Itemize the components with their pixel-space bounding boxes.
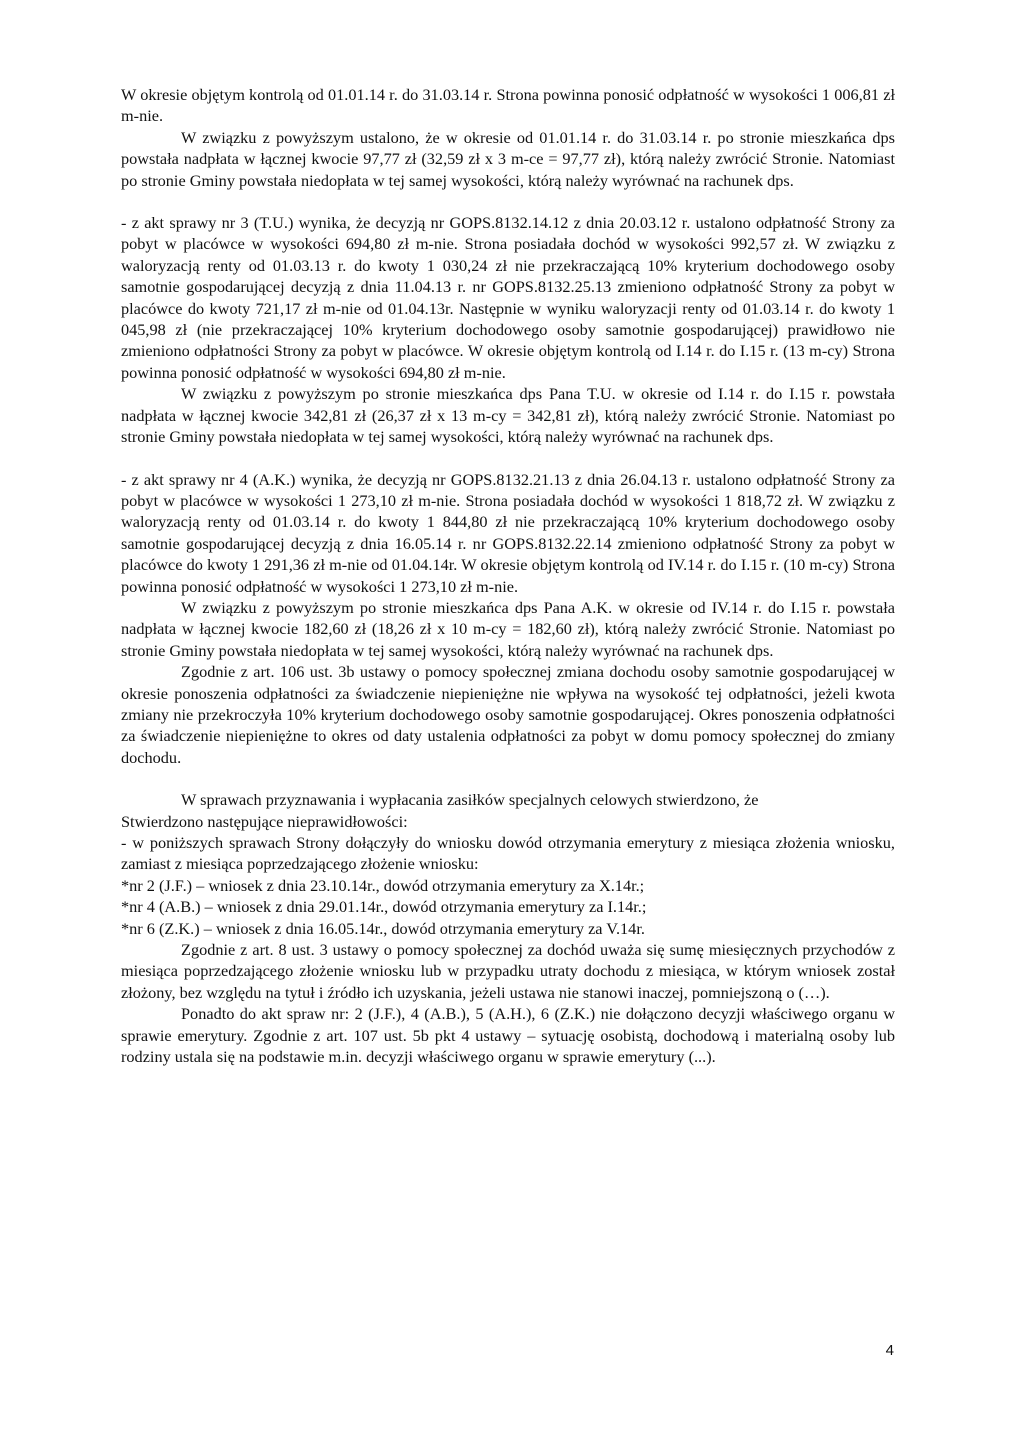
document-body xyxy=(121,84,895,1067)
paragraph-7: Zgodnie z art. 106 ust. 3b ustawy o pomocy społecznej zmiana dochodu osoby samotnie gospodarującej w okresie ponoszenia odpłatności za świadczenie niepieniężne nie wpływa na wysokość tej odpłatności, jeżeli kwota zmiany nie przekroczyła 10% kryterium dochodowego osoby samotnie gospodarującej. Okres ponoszenia odpłatności za świadczenie niepieniężne to okres od daty ustalenia odpłatności za pobyt w domu pomocy społecznej do zmiany dochodu. xyxy=(121,662,895,767)
paragraph-1: W okresie objętym kontrolą od 01.01.14 r. do 31.03.14 r. Strona powinna ponosić odpłatność w wysokości 1 006,81 zł m-nie. xyxy=(121,85,895,126)
list-item-2: *nr 4 (A.B.) – wniosek z dnia 29.01.14r., dowód otrzymania emerytury za I.14r.; xyxy=(121,897,647,917)
paragraph-8: W sprawach przyznawania i wypłacania zasiłków specjalnych celowych stwierdzono, że xyxy=(181,790,759,810)
paragraph-10: - w poniższych sprawach Strony dołączyły do wniosku dowód otrzymania emerytury z miesiąca złożenia wniosku, zamiast z miesiąca poprzedzającego złożenie wniosku: xyxy=(121,833,895,874)
paragraph-2: W związku z powyższym ustalono, że w okresie od 01.01.14 r. do 31.03.14 r. po stronie mieszkańca dps powstała nadpłata w łącznej kwocie 97,77 zł (32,59 zł x 3 m-ce = 97,77 zł), którą należy zwrócić Stronie. Natomiast po stronie Gminy powstała niedopłata w tej samej wysokości, którą należy wyrównać na rachunek dps. xyxy=(121,127,895,190)
paragraph-6: W związku z powyższym po stronie mieszkańca dps Pana A.K. w okresie od IV.14 r. do I.15 r. powstała nadpłata w łącznej kwocie 182,60 zł (18,26 zł x 10 m-cy = 182,60 zł), którą należy zwrócić Stronie. Natomiast po stronie Gminy powstała niedopłata w tej samej wysokości, którą należy wyrównać na rachunek dps. xyxy=(121,597,895,660)
list-item-1: *nr 2 (J.F.) – wniosek z dnia 23.10.14r., dowód otrzymania emerytury za X.14r.; xyxy=(121,875,645,895)
paragraph-9: Stwierdzono następujące nieprawidłowości: xyxy=(121,811,408,831)
paragraph-11: Zgodnie z art. 8 ust. 3 ustawy o pomocy społecznej za dochód uważa się sumę miesięcznych przychodów z miesiąca poprzedzającego złożenie wniosku lub w przypadku utraty dochodu z miesiąca, w którym wniosek został złożony, bez względu na tytuł i źródło ich uzyskania, jeżeli ustawa nie stanowi inaczej, pomniejszoną o (…). xyxy=(121,940,895,1002)
paragraph-4: W związku z powyższym po stronie mieszkańca dps Pana T.U. w okresie od I.14 r. do I.15 r. powstała nadpłata w łącznej kwocie 342,81 zł (26,37 zł x 13 m-cy = 342,81 zł), którą należy zwrócić Stronie. Natomiast po stronie Gminy powstała niedopłata w tej samej wysokości, którą należy wyrównać na rachunek dps. xyxy=(121,384,895,447)
spacer xyxy=(121,191,895,212)
list-item-3: *nr 6 (Z.K.) – wniosek z dnia 16.05.14r., dowód otrzymania emerytury za V.14r. xyxy=(121,918,645,938)
page-number: 4 xyxy=(885,1342,894,1359)
spacer xyxy=(121,768,895,789)
spacer xyxy=(121,448,895,469)
paragraph-5: - z akt sprawy nr 4 (A.K.) wynika, że decyzją nr GOPS.8132.21.13 z dnia 26.04.13 r. ustalono odpłatność Strony za pobyt w placówce w wysokości 1 273,10 zł m-nie. Strona posiadała dochód w wysokości 1 818,72 zł. W związku z waloryzacją renty od 01.03.14 r. do kwoty 1 844,80 zł nie przekraczającą 10% kryterium dochodowego osoby samotnie gospodarującej decyzją z dnia 16.05.14 r. nr GOPS.8132.22.14 zmieniono odpłatność Strony za pobyt w placówce do kwoty 1 291,36 zł m-nie od 01.04.14r. W okresie objętym kontrolą od IV.14 r. do I.15 r. (10 m-cy) Strona powinna ponosić odpłatność w wysokości 1 273,10 zł m-nie. xyxy=(121,469,895,596)
paragraph-12: Ponadto do akt spraw nr: 2 (J.F.), 4 (A.B.), 5 (A.H.), 6 (Z.K.) nie dołączono decyzji właściwego organu w sprawie emerytury. Zgodnie z art. 107 ust. 5b pkt 4 ustawy – sytuację osobistą, dochodową i materialną osoby lub rodziny ustala się na podstawie m.in. decyzji właściwego organu w sprawie emerytury (...). xyxy=(121,1004,895,1067)
paragraph-3: - z akt sprawy nr 3 (T.U.) wynika, że decyzją nr GOPS.8132.14.12 z dnia 20.03.12 r. ustalono odpłatność Strony za pobyt w placówce w wysokości 694,80 zł m-nie. Strona posiadała dochód w wysokości 992,57 zł. W związku z waloryzacją renty od 01.03.13 r. do kwoty 1 030,24 zł nie przekraczającą 10% kryterium dochodowego osoby samotnie gospodarującej decyzją z dnia 11.04.13 r. nr GOPS.8132.25.13 zmieniono odpłatność Strony za pobyt w placówce do kwoty 721,17 zł m-nie od 01.04.13r. Następnie w wyniku waloryzacji renty od 01.03.14 r. do kwoty 1 045,98 zł (nie przekraczającej 10% kryterium dochodowego osoby samotnie gospodarującej) prawidłowo nie zmieniono odpłatności Strony za pobyt w placówce. W okresie objętym kontrolą od I.14 r. do I.15 r. (13 m-cy) Strona powinna ponosić odpłatność w wysokości 694,80 zł m-nie. xyxy=(121,213,895,382)
